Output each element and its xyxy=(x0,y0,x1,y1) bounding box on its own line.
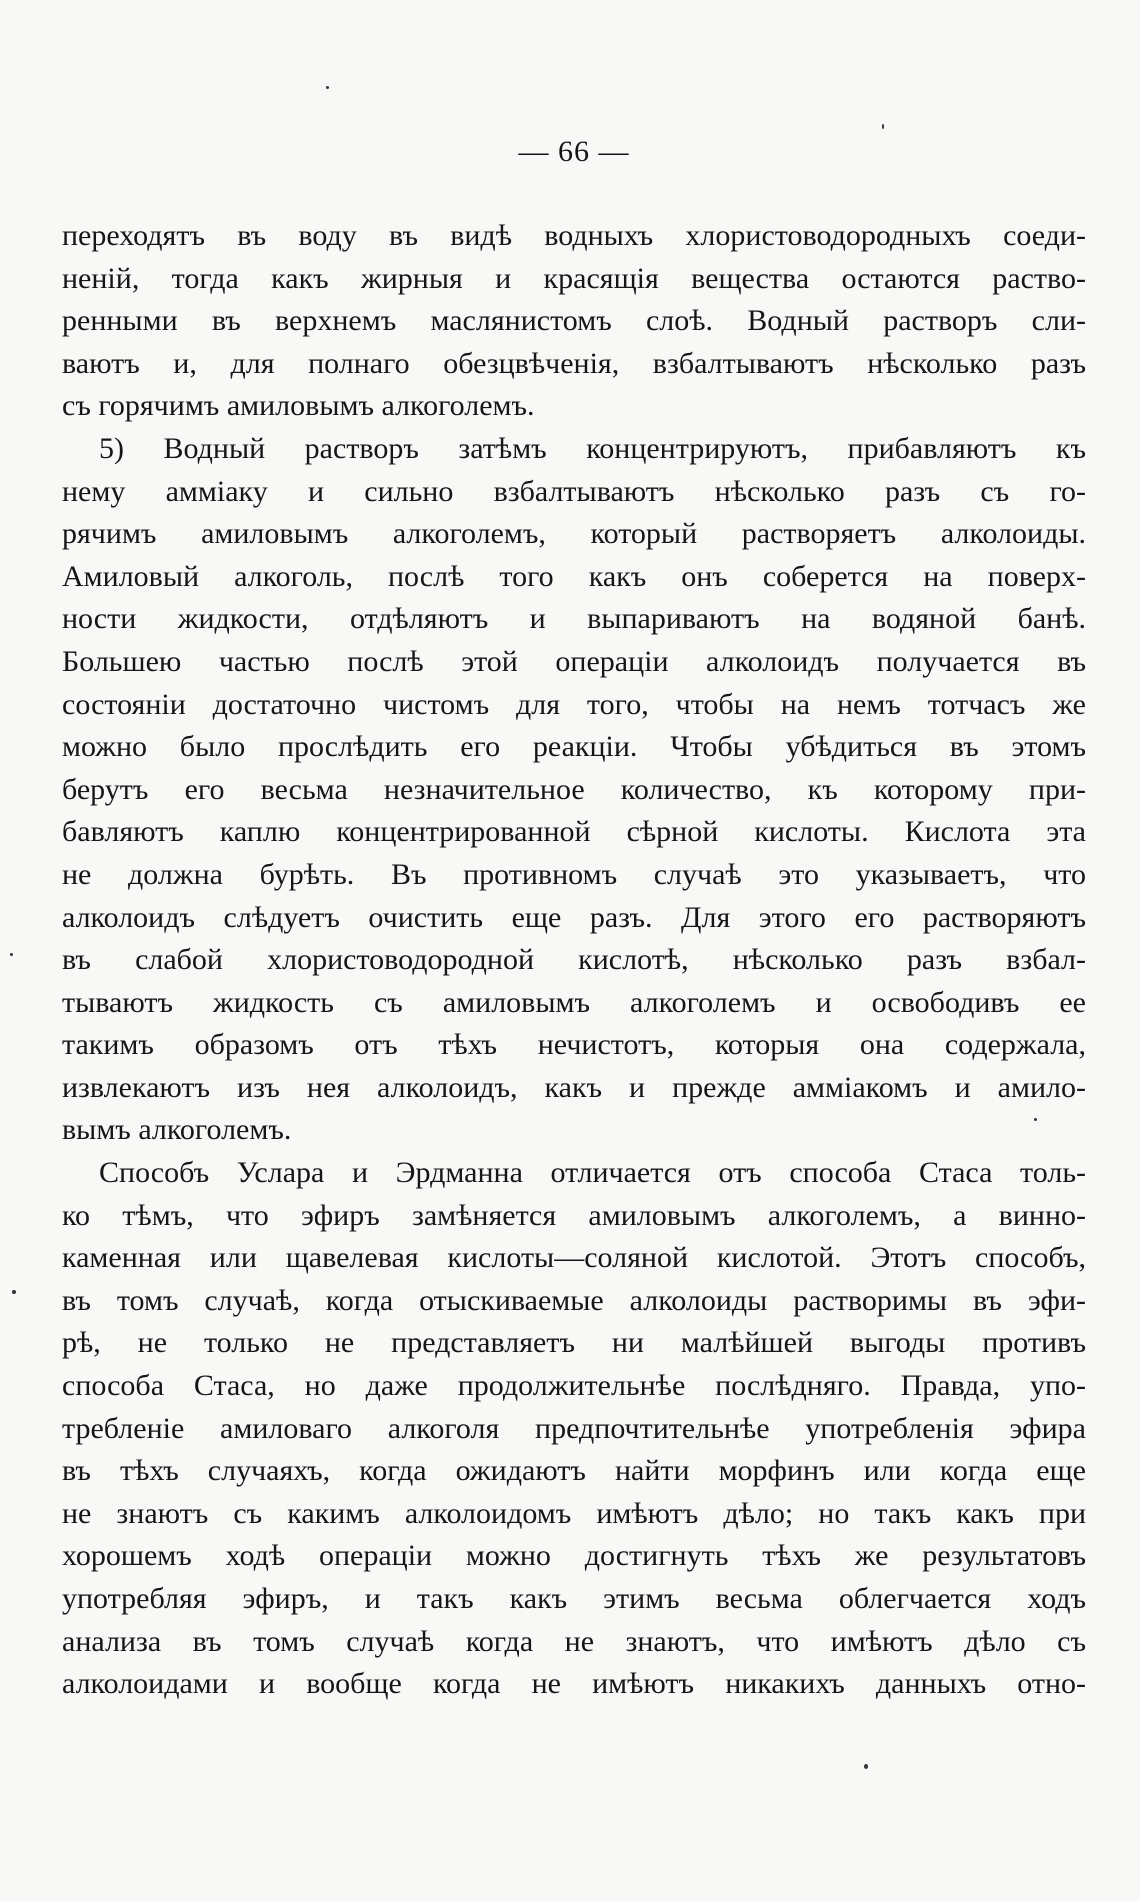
text-line: неній, тогда какъ жирныя и красящія вещества остаются раство- xyxy=(62,261,1086,295)
text-line: ности жидкости, отдѣляютъ и выпариваютъ на водяной банѣ. xyxy=(62,602,1086,636)
text-line: алколоидами и вообще когда не имѣютъ никакихъ данныхъ отно- xyxy=(62,1667,1086,1701)
text-line: каменная или щавелевая кислоты—соляной кислотой. Этотъ способъ, xyxy=(62,1241,1086,1275)
text-line: употребляя эфиръ, и такъ какъ этимъ весьма облегчается ходъ xyxy=(62,1582,1086,1615)
page-number: — 66 — xyxy=(518,135,630,168)
paragraph-2 xyxy=(62,428,1086,1152)
text-line: рѣ, не только не представляетъ ни малѣйшей выгоды противъ xyxy=(62,1326,1086,1360)
text-line: нему амміаку и сильно взбалтываютъ нѣсколько разъ съ го- xyxy=(62,474,1086,508)
page-body xyxy=(62,215,1086,1706)
text-line: вымъ алкоголемъ. xyxy=(62,1113,292,1147)
scan-speck xyxy=(326,86,329,89)
scan-speck xyxy=(864,1764,868,1769)
text-line: Способъ Услара и Эрдманна отличается отъ способа Стаса толь- xyxy=(99,1156,1086,1190)
text-line: берутъ его весьма незначительное количество, къ которому при- xyxy=(62,772,1086,806)
scan-speck xyxy=(12,1290,16,1294)
text-line: не должна бурѣть. Въ противномъ случаѣ это указываетъ, что xyxy=(62,857,1086,891)
text-line: можно было прослѣдить его реакціи. Чтобы убѣдиться въ этомъ xyxy=(62,730,1086,764)
text-line: съ горячимъ амиловымъ алкоголемъ. xyxy=(62,389,535,423)
text-line: алколоидъ слѣдуетъ очистить еще разъ. Для этого его растворяютъ xyxy=(62,900,1086,934)
text-line: Большею частью послѣ этой операціи алколоидъ получается въ xyxy=(62,644,1086,678)
text-line: анализа въ томъ случаѣ когда не знаютъ, что имѣютъ дѣло съ xyxy=(62,1624,1086,1658)
text-line: бавляютъ каплю концентрированной сѣрной кислоты. Кислота эта xyxy=(62,815,1086,849)
text-line: въ слабой хлористоводородной кислотѣ, нѣсколько разъ взбал- xyxy=(62,943,1086,977)
scan-speck xyxy=(882,124,884,129)
text-line: ваютъ и, для полнаго обезцвѣченія, взбалтываютъ нѣсколько разъ xyxy=(62,346,1086,380)
paragraph-1 xyxy=(62,215,1086,428)
text-line: извлекаютъ изъ нея алколоидъ, какъ и прежде амміакомъ и амило- xyxy=(62,1070,1086,1104)
text-line: требленіе амиловаго алкоголя предпочтительнѣе употребленія эфира xyxy=(62,1411,1086,1445)
text-line: ренными въ верхнемъ маслянистомъ слоѣ. Водный растворъ сли- xyxy=(62,304,1086,338)
text-line: тываютъ жидкость съ амиловымъ алкоголемъ и освободивъ ее xyxy=(62,985,1086,1019)
text-line: рячимъ амиловымъ алкоголемъ, который растворяетъ алколоиды. xyxy=(62,517,1086,551)
text-line: въ тѣхъ случаяхъ, когда ожидаютъ найти морфинъ или когда еще xyxy=(62,1454,1086,1488)
text-line: Амиловый алкоголь, послѣ того какъ онъ соберется на поверх- xyxy=(62,559,1086,593)
scan-speck xyxy=(10,953,13,956)
text-line: 5) Водный растворъ затѣмъ концентрируютъ, прибавляютъ къ xyxy=(99,431,1086,465)
text-line: переходятъ въ воду въ видѣ водныхъ хлористоводородныхъ соеди- xyxy=(62,219,1086,252)
paragraph-3 xyxy=(62,1152,1086,1706)
text-line: хорошемъ ходѣ операціи можно достигнуть тѣхъ же результатовъ xyxy=(62,1539,1086,1573)
text-line: способа Стаса, но даже продолжительнѣе послѣдняго. Правда, упо- xyxy=(62,1369,1086,1403)
text-line: такимъ образомъ отъ тѣхъ нечистотъ, которыя она содержала, xyxy=(62,1028,1086,1062)
text-line: ко тѣмъ, что эфиръ замѣняется амиловымъ алкоголемъ, а винно- xyxy=(62,1198,1086,1232)
text-line: въ томъ случаѣ, когда отыскиваемые алколоиды растворимы въ эфи- xyxy=(62,1283,1086,1317)
text-line: состояніи достаточно чистомъ для того, чтобы на немъ тотчасъ же xyxy=(62,687,1086,721)
text-line: не знаютъ съ какимъ алколоидомъ имѣютъ дѣло; но такъ какъ при xyxy=(62,1496,1086,1530)
